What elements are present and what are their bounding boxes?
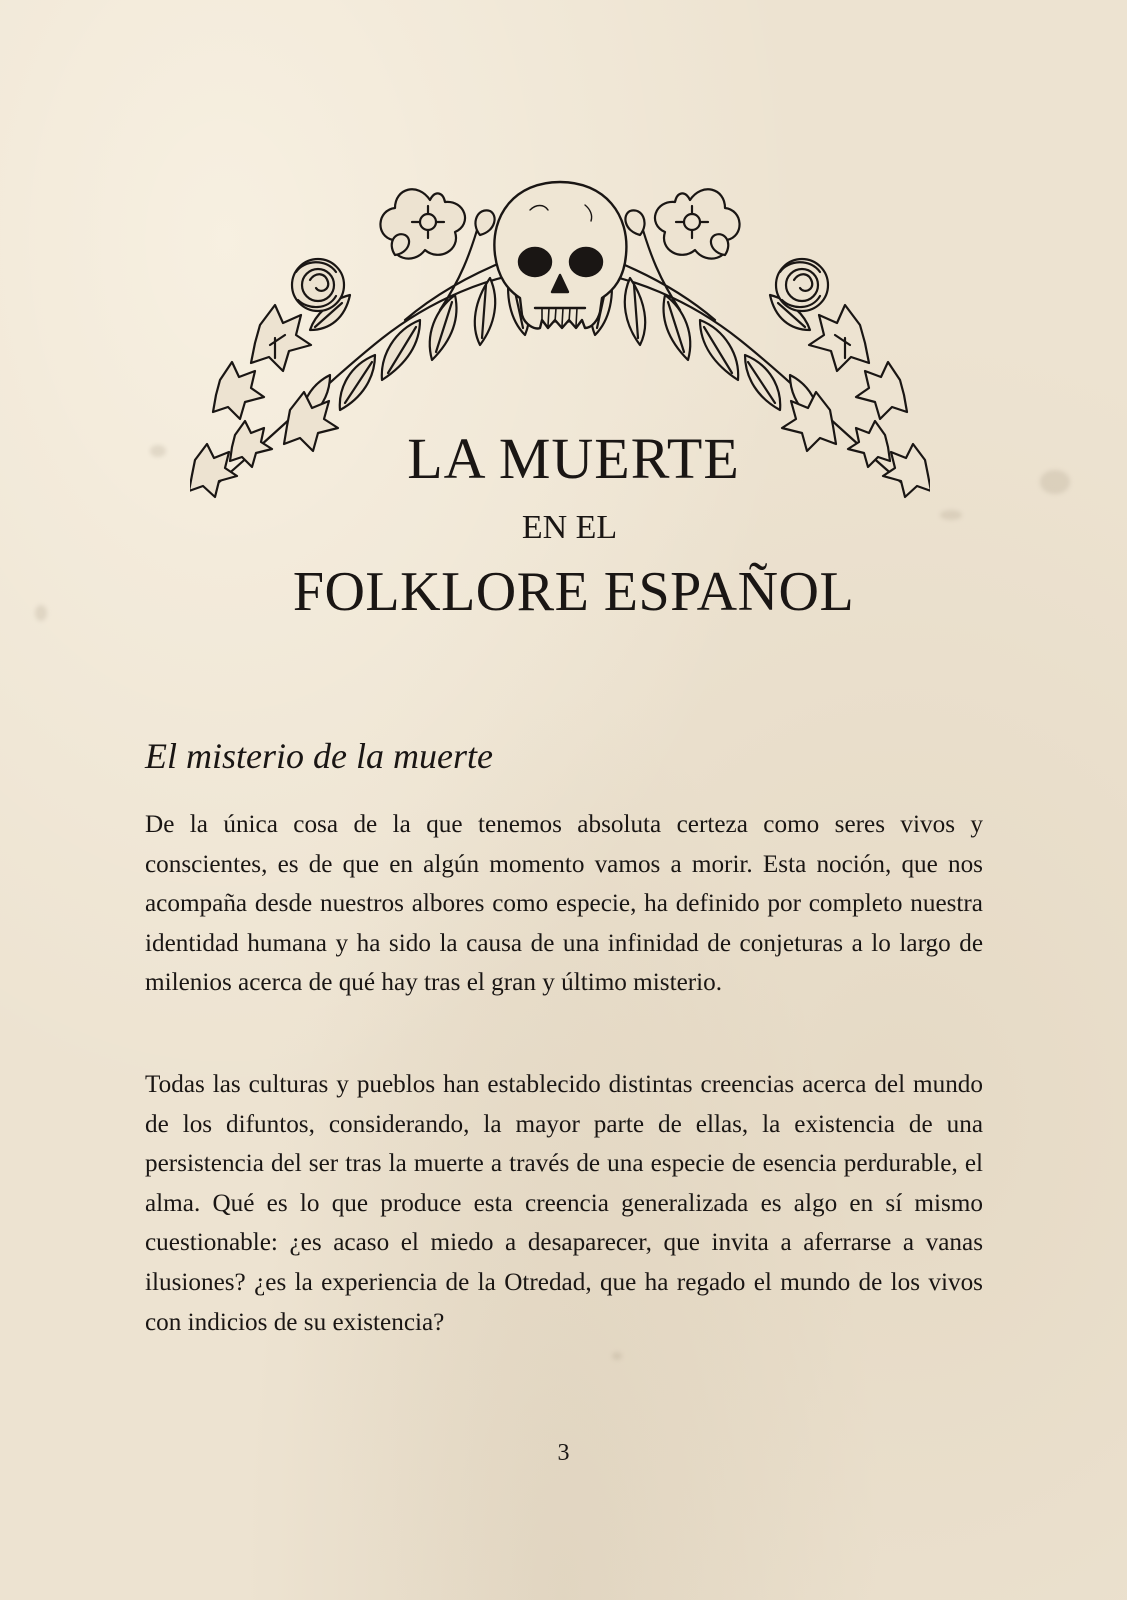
title-line-3: FOLKLORE ESPAÑOL	[292, 561, 855, 623]
title-line-2: EN EL	[521, 509, 618, 546]
paragraph-2: Todas las culturas y pueblos han establecido distintas creencias acerca del mundo de los difuntos, considerando, la mayor parte de ellas, la existencia de una persistencia del ser tras la muerte a través de una especie de esencia perdurable, el alma. Qué es lo que produce esta creencia generalizada es algo en sí mismo cuestionable: ¿es acaso el miedo a desaparecer, que invita a aferrarse a vanas ilusiones? ¿es la experiencia de la Otredad, que ha regado el mundo de los vivos con indicios de su existencia?	[145, 1071, 983, 1336]
title-line-1: LA MUERTE	[407, 426, 740, 491]
paragraph-1: De la única cosa de la que tenemos absoluta certeza como seres vivos y conscientes, es de que en algún momento vamos a morir. Esta noción, que nos acompaña desde nuestros albores como especie, ha definido por completo nuestra identidad humana y ha sido la causa de una infinidad de conjeturas a lo largo de milenios acerca de qué hay tras el gran y último misterio.	[145, 811, 983, 997]
section-heading: El misterio de la muerte	[145, 736, 493, 776]
page-number: 3	[557, 1440, 570, 1466]
paper-stain	[612, 1352, 622, 1360]
